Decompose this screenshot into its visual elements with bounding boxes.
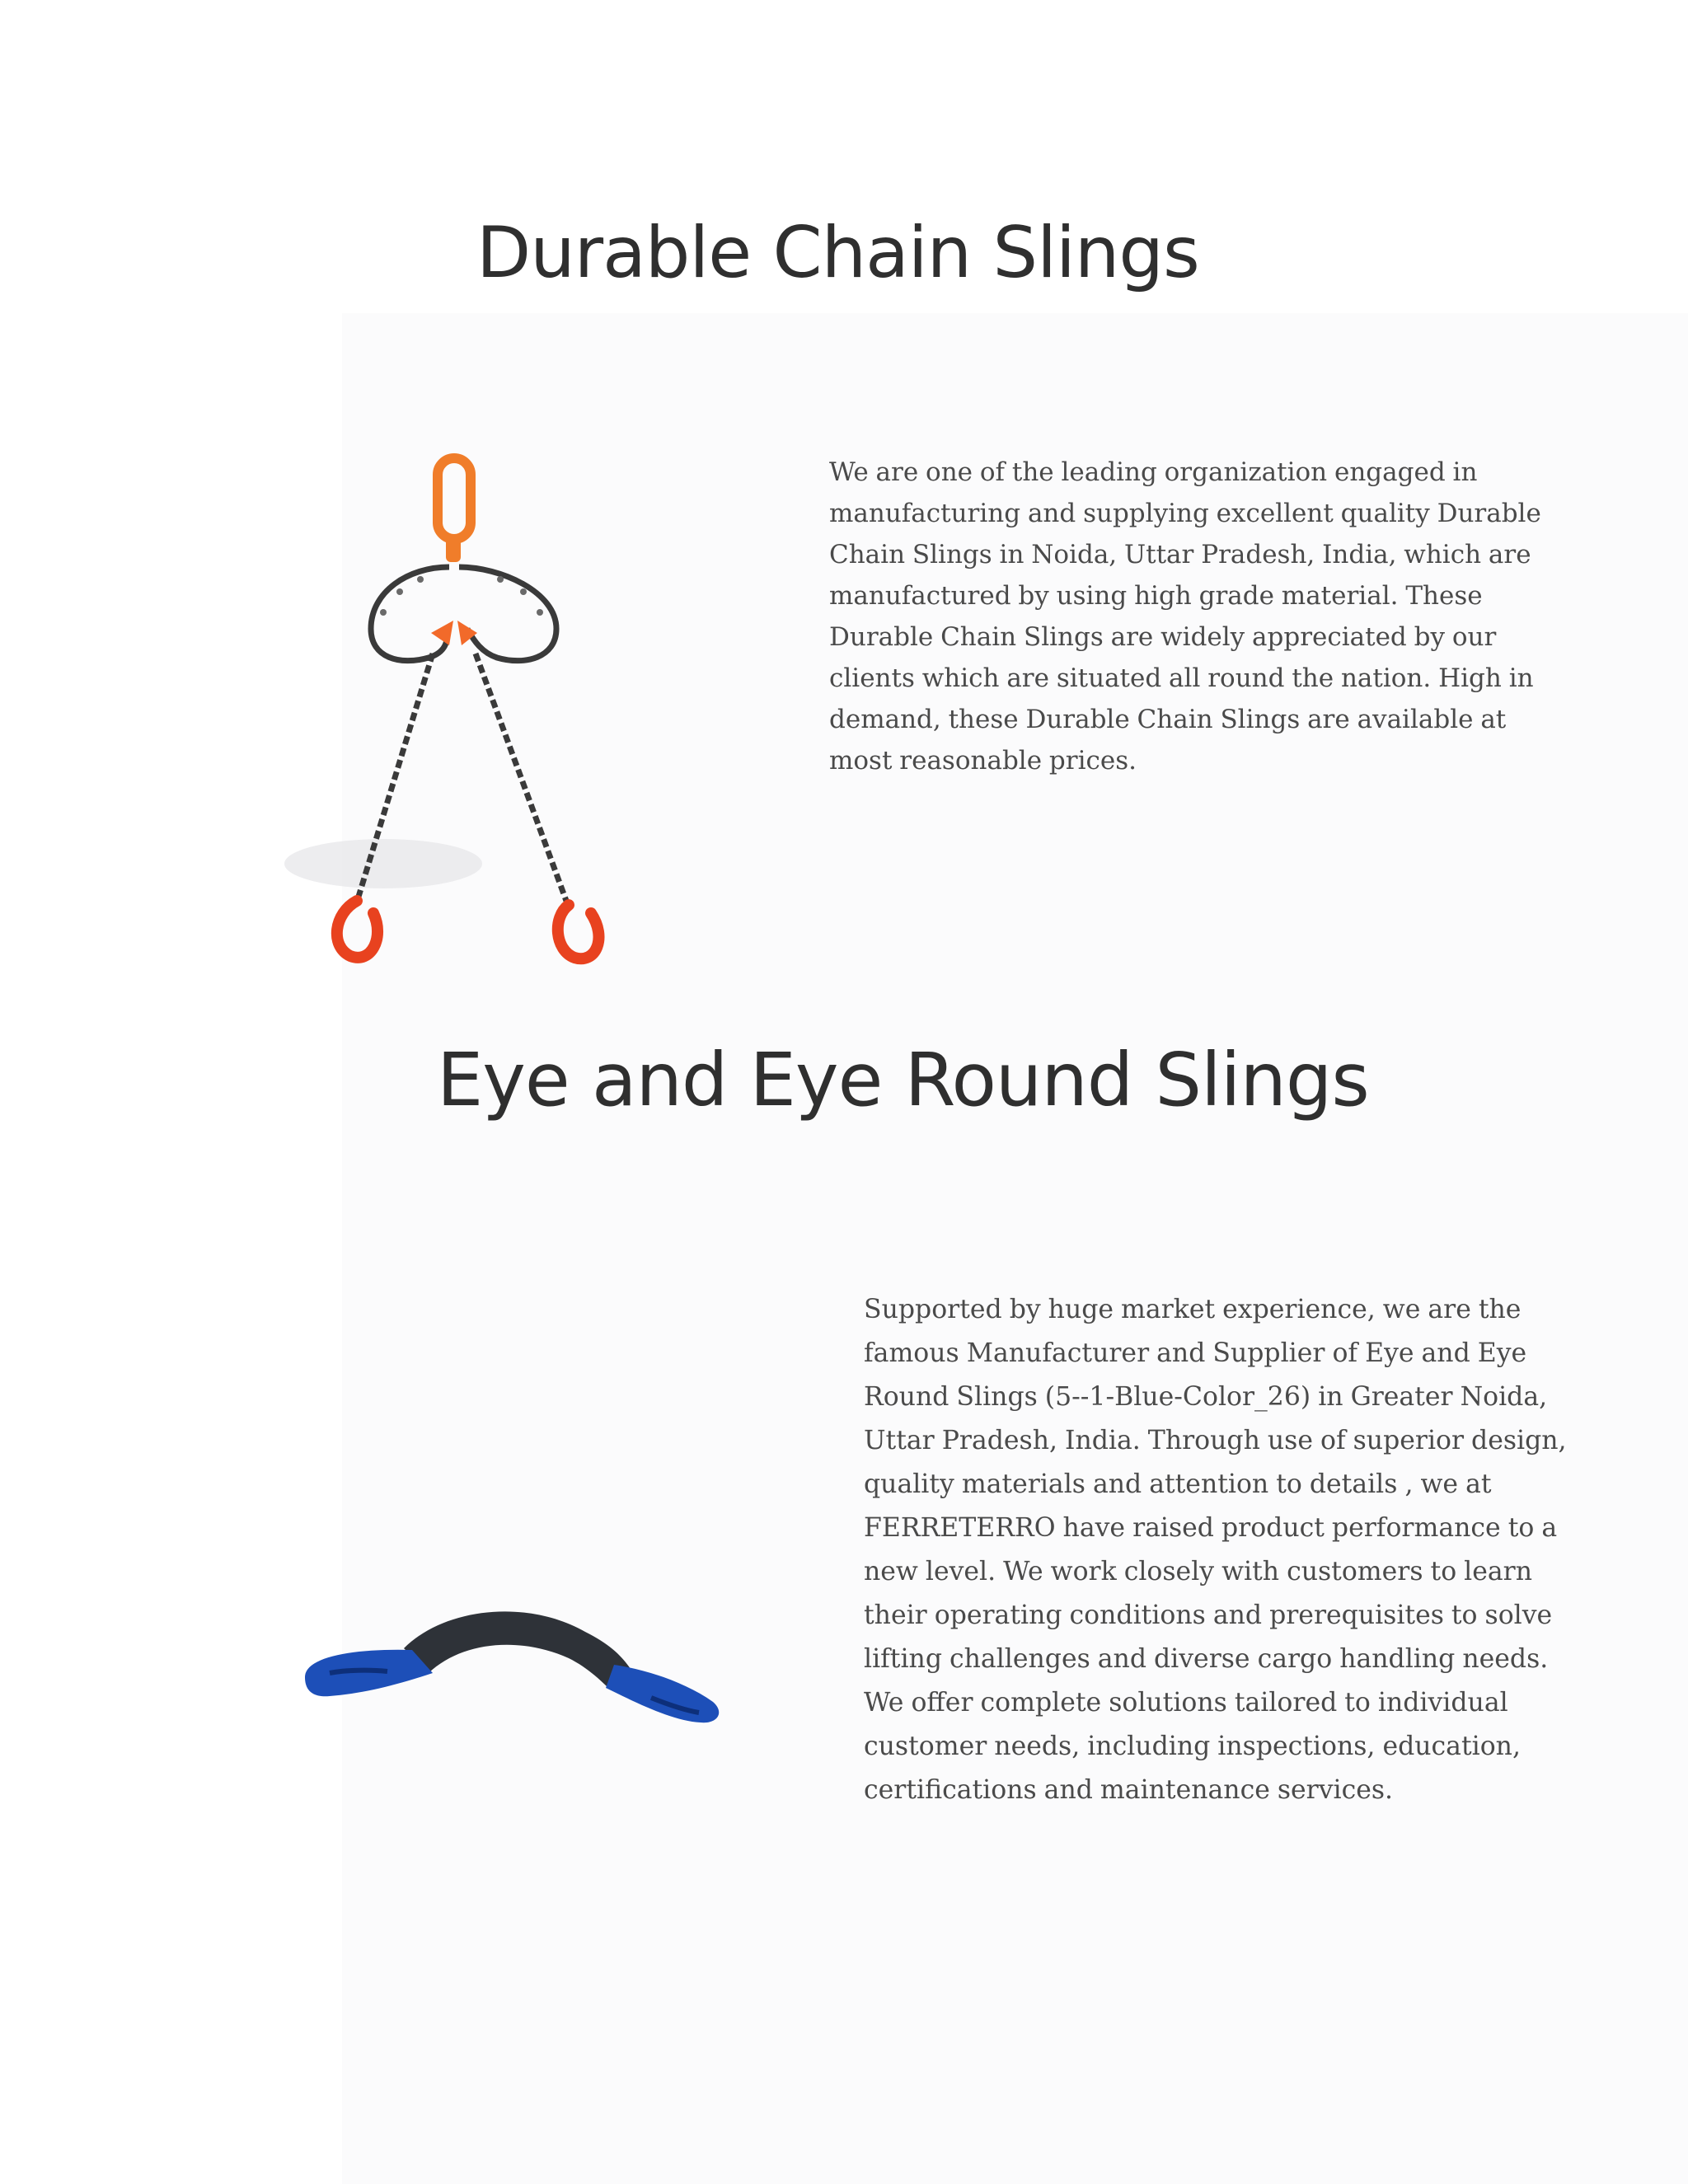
sling-right-eye-icon: [606, 1665, 719, 1722]
hook-icon: [337, 901, 599, 958]
section-title-round-slings: Eye and Eye Round Slings: [437, 1037, 1369, 1122]
sling-left-eye-icon: [305, 1650, 433, 1697]
sling-sleeve: [404, 1611, 631, 1690]
master-link-icon: [438, 458, 471, 539]
chain-sling-image: [284, 452, 631, 979]
chain-shadow: [284, 839, 482, 888]
chain-slings-description: We are one of the leading organization engaged in manufacturing and supplying excellent quality Durable Chain Slings in Noida, Uttar Pradesh, India, which are manufactured by using high grade material. These Durable Chain Slings are widely appreciated by our clients which are situated all round the nation. High in demand, these Durable Chain Slings are available at most reasonable prices.: [829, 457, 1541, 776]
round-sling-image: [297, 1591, 734, 1747]
section-title-chain-slings: Durable Chain Slings: [476, 212, 1199, 294]
round-slings-description: Supported by huge market experience, we are the famous Manufacturer and Supplier of Eye and Eye Round Slings (5--1-Blue-Color_26) in Greater Noida, Uttar Pradesh, India. Through use of superior design, quality materials and attention to details , we at FERRETERRO have raised product performance to a new level. We work closely with customers to learn their operating conditions and prerequisites to solve lifting challenges and diverse cargo handling needs. We offer complete solutions tailored to individual customer needs, including inspections, education, certifications and maintenance services.: [864, 1295, 1567, 1805]
